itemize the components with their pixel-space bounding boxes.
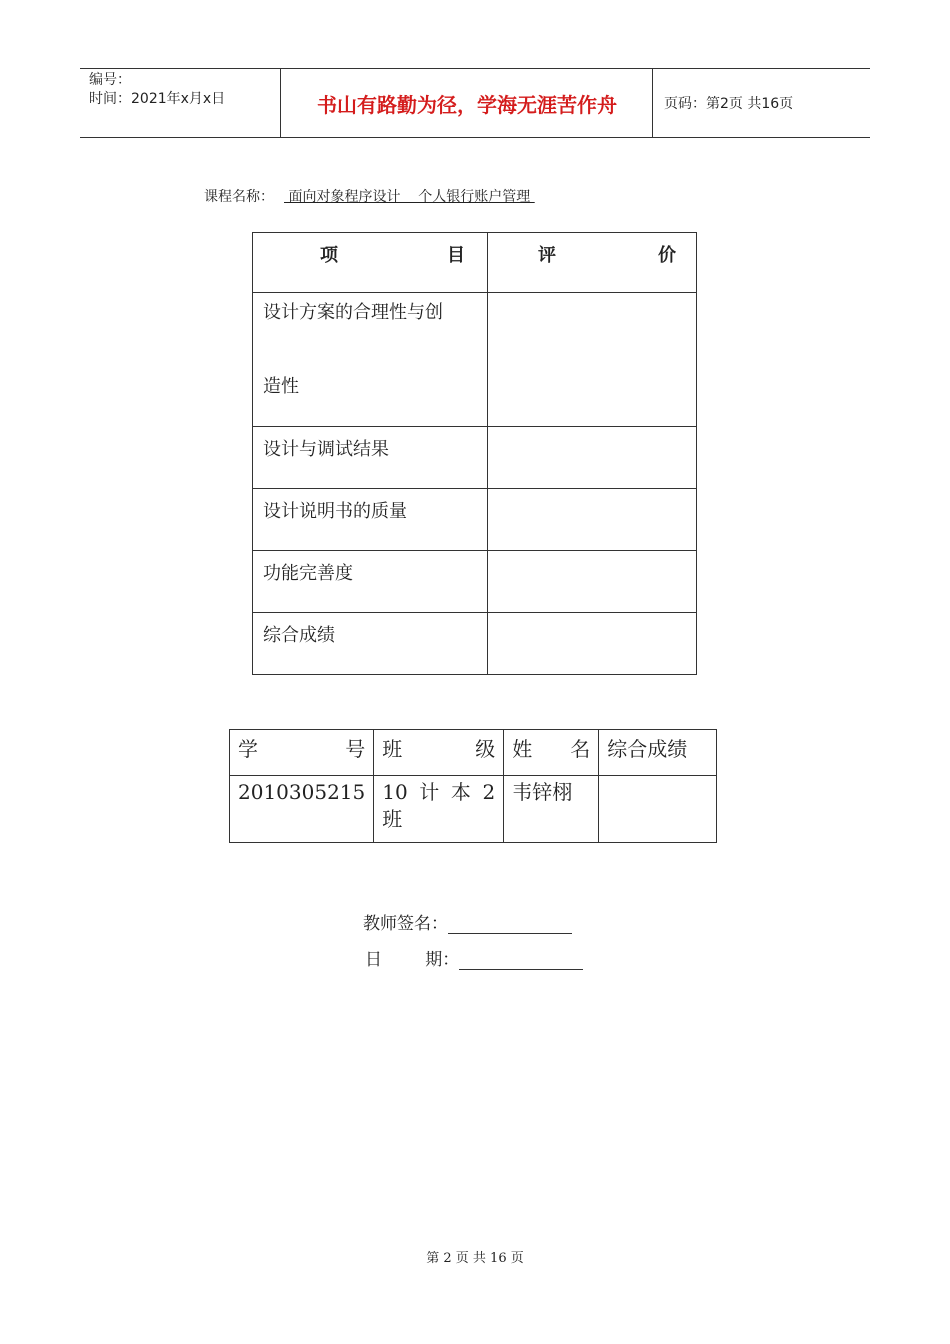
item-cell (253, 551, 488, 613)
page-footer: 第 2 页 共 16 页 (426, 1251, 524, 1266)
course-label: 课程名称： (204, 189, 274, 205)
header-item (253, 233, 488, 293)
class-token: 本 (450, 780, 471, 804)
header-eval (488, 233, 697, 293)
date-label: 日 期： (365, 950, 460, 970)
eval-cell[interactable] (488, 613, 697, 675)
class-token: 计 (419, 780, 440, 804)
eval-cell[interactable] (488, 489, 697, 551)
item-label: 功能完善度 (263, 563, 353, 584)
date-line[interactable] (459, 951, 583, 970)
evaluation-header-row (253, 233, 697, 293)
course-line (204, 186, 535, 206)
item-label: 设计与调试结果 (263, 439, 389, 460)
header-char: 学 (238, 737, 258, 761)
item-label-line2: 造性 (263, 376, 299, 397)
header-char: 姓 (512, 737, 533, 761)
item-cell (253, 427, 488, 489)
course-value: 面向对象程序设计 个人银行账户管理 (284, 189, 535, 205)
table-row (253, 551, 697, 613)
class-token: 2 (482, 780, 496, 804)
class-line2: 班 (382, 807, 403, 831)
table-row (253, 293, 697, 427)
header-char: 号 (345, 737, 366, 761)
score-cell[interactable] (599, 776, 717, 843)
header-eval-char1: 评 (538, 245, 556, 266)
header-item-char1: 项 (320, 245, 338, 266)
time-label: 时间：2021年x月x日 (89, 91, 226, 107)
header-meta (80, 69, 281, 137)
teacher-signature-line[interactable] (448, 915, 572, 934)
item-label: 设计说明书的质量 (263, 501, 407, 522)
student-data-row (230, 776, 717, 843)
item-cell (253, 489, 488, 551)
header-name (504, 730, 599, 776)
item-cell (253, 293, 488, 427)
header-eval-char2: 价 (658, 245, 676, 266)
student-header-row (230, 730, 717, 776)
eval-cell[interactable] (488, 551, 697, 613)
teacher-signature-label: 教师签名： (363, 914, 448, 934)
page-header (80, 68, 870, 138)
header-char: 名 (570, 737, 591, 761)
header-page-info: 页码：第2页 共16页 (664, 96, 794, 112)
table-row (253, 489, 697, 551)
header-char: 级 (475, 737, 496, 761)
table-row (253, 613, 697, 675)
header-motto: 书山有路勤为径，学海无涯苦作舟 (282, 69, 653, 137)
header-char: 班 (382, 737, 403, 761)
student-table (229, 729, 717, 843)
number-label: 编号： (89, 72, 131, 88)
date-field (365, 945, 583, 970)
item-label-line1: 设计方案的合理性与创 (263, 302, 443, 323)
evaluation-table (252, 232, 697, 675)
eval-cell[interactable] (488, 427, 697, 489)
header-item-char2: 目 (447, 245, 465, 266)
student-id-cell: 2010305215 (230, 776, 374, 843)
class-cell (374, 776, 504, 843)
item-label: 综合成绩 (263, 625, 335, 646)
item-cell (253, 613, 488, 675)
header-score: 综合成绩 (599, 730, 717, 776)
class-token: 10 (382, 780, 408, 804)
header-class (374, 730, 504, 776)
teacher-signature (363, 909, 572, 934)
name-cell: 韦锌栩 (504, 776, 599, 843)
table-row (253, 427, 697, 489)
header-student-id (230, 730, 374, 776)
eval-cell[interactable] (488, 293, 697, 427)
